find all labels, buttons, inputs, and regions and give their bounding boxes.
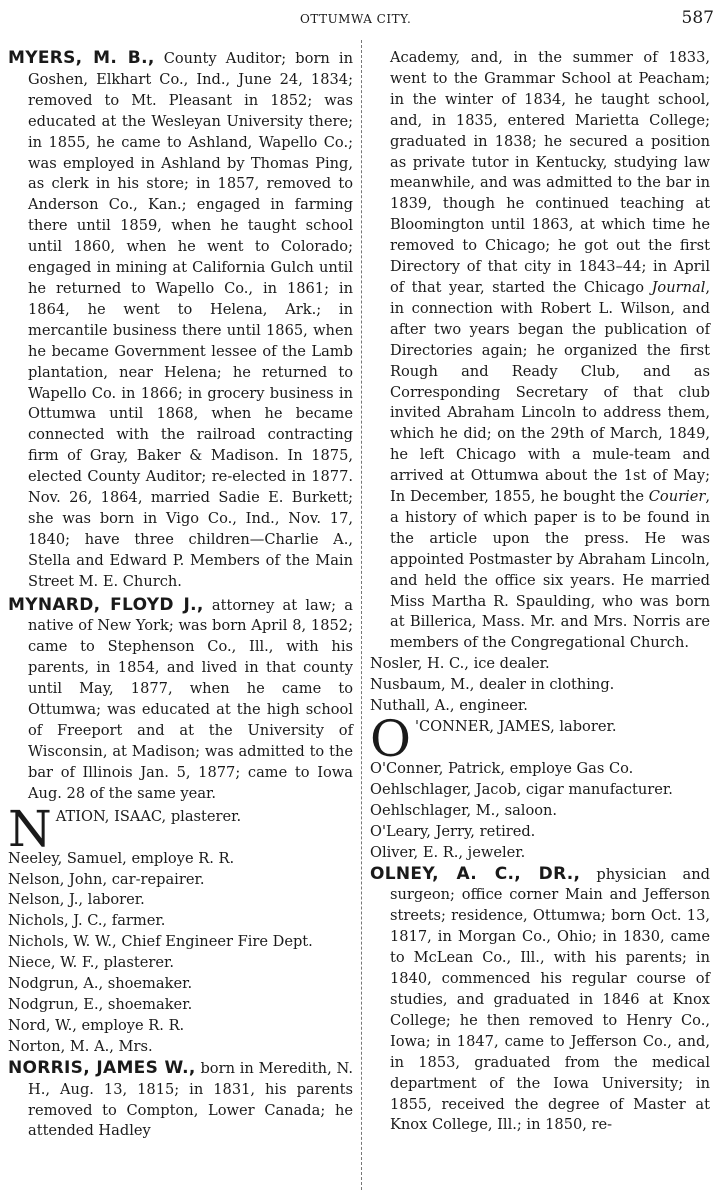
list-item: O'Conner, Patrick, employe Gas Co. — [370, 760, 634, 777]
entry-text: ATION, ISAAC, plasterer. — [55, 807, 242, 825]
list-item: Oliver, E. R., jeweler. — [370, 843, 526, 861]
list-item: Nosler, H. C., ice dealer. — [370, 655, 550, 673]
entry-name: MYERS, M. B., — [8, 48, 155, 68]
list-item: Oehlschlager, M., saloon. — [370, 801, 558, 819]
entry-olney — [370, 864, 710, 1137]
entry-mynard — [8, 595, 353, 805]
entry-body: attorney at law; a native of New York; was born April 8, 1852; came to Stephenson Co., Ill., with his parents, in 1854, and lived in that county until May, 1877, when he came to Ottumwa; was educated at the high school of Freeport and at the University of Wisconsin, at Madison; was admitted to the bar of Illinois Jan. 5, 1877; came to Iowa Aug. 28 of the same year. — [28, 596, 354, 802]
list-item: Nichols, W. W., Chief Engineer Fire Dept. — [8, 933, 313, 951]
entry-list — [370, 654, 710, 717]
column-divider — [361, 40, 362, 1190]
list-item: Nodgrun, A., shoemaker. — [8, 975, 193, 993]
section-letter-o — [370, 710, 710, 768]
entry-name: MYNARD, FLOYD J., — [8, 594, 204, 615]
running-head: OTTUMWA CITY. — [300, 12, 412, 26]
left-column — [8, 48, 353, 1142]
entry-name: NORRIS, JAMES W., — [8, 1057, 196, 1078]
entry-body: physician and surgeon; office corner Main and Jefferson streets; residence, Ottumwa; born Oct. 13, 1817, in Morgan Co., Ohio; in 1830, came to McLean Co., Ill., with his parents; in 1840, commenced his regular course of studies, and graduated in 1846 at Knox College; he then removed to Henry Co., Iowa; in 1847, came to Jefferson Co., and, in 1853, graduated from the medical department of the Iowa University; in 1855, received the degree of Master at Knox College, Ill.; in 1850, re- — [390, 865, 710, 1134]
list-item: Nord, W., employe R. R. — [8, 1016, 185, 1034]
list-item: Nelson, John, car-repairer. — [8, 870, 205, 888]
page-header — [0, 10, 728, 30]
entry-body: born in Meredith, N. H., Aug. 13, 1815; in 1831, his parents removed to Compton, Lower Canada; he attended Hadley — [28, 1059, 353, 1140]
entry-norris-continued — [370, 48, 710, 654]
entry-body: , a history of which paper is to be found in the article upon the press. He was appointed Postmaster by Abraham Lincoln, and held the office six years. He married Miss Martha R. Spaulding, who was born at Billerica, Mass. Mr. and Mrs. Norris are members of the Congregational Church. — [390, 488, 711, 652]
drop-cap: N — [8, 799, 52, 858]
entry-body: , in connection with Robert L. Wilson, and after two years began the publication of Directories again; he organized the first Rough and Ready Club, and as Corresponding Secretary of that club invited Abraham Lincoln to address them, which he did; on the 29th of March, 1849, he left Chicago with a mule-team and arrived at Ottumwa about the 1st of May; In December, 1855, he bought the — [390, 278, 710, 506]
list-item: Nuthall, A., engineer. — [370, 697, 528, 715]
entry-list — [370, 759, 710, 864]
list-item: O'Leary, Jerry, retired. — [370, 822, 536, 840]
entry-list — [8, 849, 353, 1058]
entry-norris — [8, 1058, 353, 1143]
list-item: Nodgrun, E., shoemaker. — [8, 995, 193, 1013]
right-column — [370, 48, 710, 1136]
newspaper-title: Journal — [651, 278, 706, 296]
list-item: Niece, W. F., plasterer. — [8, 954, 174, 972]
newspaper-title: Courier — [648, 488, 706, 506]
entry-text: 'CONNER, JAMES, laborer. — [415, 718, 617, 735]
entry-body: Academy, and, in the summer of 1833, went to the Grammar School at Peacham; in the winter of 1834, he taught school, and, in 1835, entered Marietta College; graduated in 1838; he secured a position as private tutor in Kentucky, studying law meanwhile, and was admitted to the bar in 1839, though he continued teaching at Bloomington until 1863, at which time he removed to Chicago; he got out the first Directory of that city in 1843–44; in April of that year, started the Chicago — [390, 49, 710, 296]
page-number: 587 — [681, 8, 714, 28]
entry-body: County Auditor; born in Goshen, Elkhart Co., Ind., June 24, 1834; removed to Mt. Pleasant in 1852; was educated at the Wesleyan University there; in 1855, he came to Ashland, Wapello Co.; was employed in Ashland by Thomas Ping, as clerk in his store; in 1857, removed to Anderson Co., Kan.; engaged in farming there until 1859, when he taught school until 1860, when he went to Colorado; engaged in mining at California Gulch until he returned to Wapello Co., in 1861; in 1864, he went to Helena, Ark.; in mercantile business there until 1865, when he became Government lessee of the Lamb plantation, near Helena; he returned to Wapello Co. in 1866; in grocery business in Ottumwa until 1868, when he became connected with the railroad contracting firm of Gray, Baker & Madison. In 1875, elected County Auditor; re-elected in 1877. Nov. 26, 1864, married Sadie E. Burkett; she was born in Vigo Co., Ind., Nov. 17, 1840; have three children—Charlie A., Stella and Edward P. Members of the Main Street M. E. Church. — [28, 50, 354, 590]
list-item: Oehlschlager, Jacob, cigar manufacturer. — [370, 780, 673, 798]
list-item: Norton, M. A., Mrs. — [8, 1037, 153, 1055]
entry-name: OLNEY, A. C., DR., — [370, 863, 581, 884]
list-item: Nichols, J. C., farmer. — [8, 912, 166, 930]
list-item: Neeley, Samuel, employe R. R. — [8, 849, 235, 867]
entry-myers — [8, 48, 353, 593]
list-item: Nelson, J., laborer. — [8, 891, 145, 909]
drop-cap: O — [370, 710, 411, 768]
list-item: Nusbaum, M., dealer in clothing. — [370, 676, 615, 694]
